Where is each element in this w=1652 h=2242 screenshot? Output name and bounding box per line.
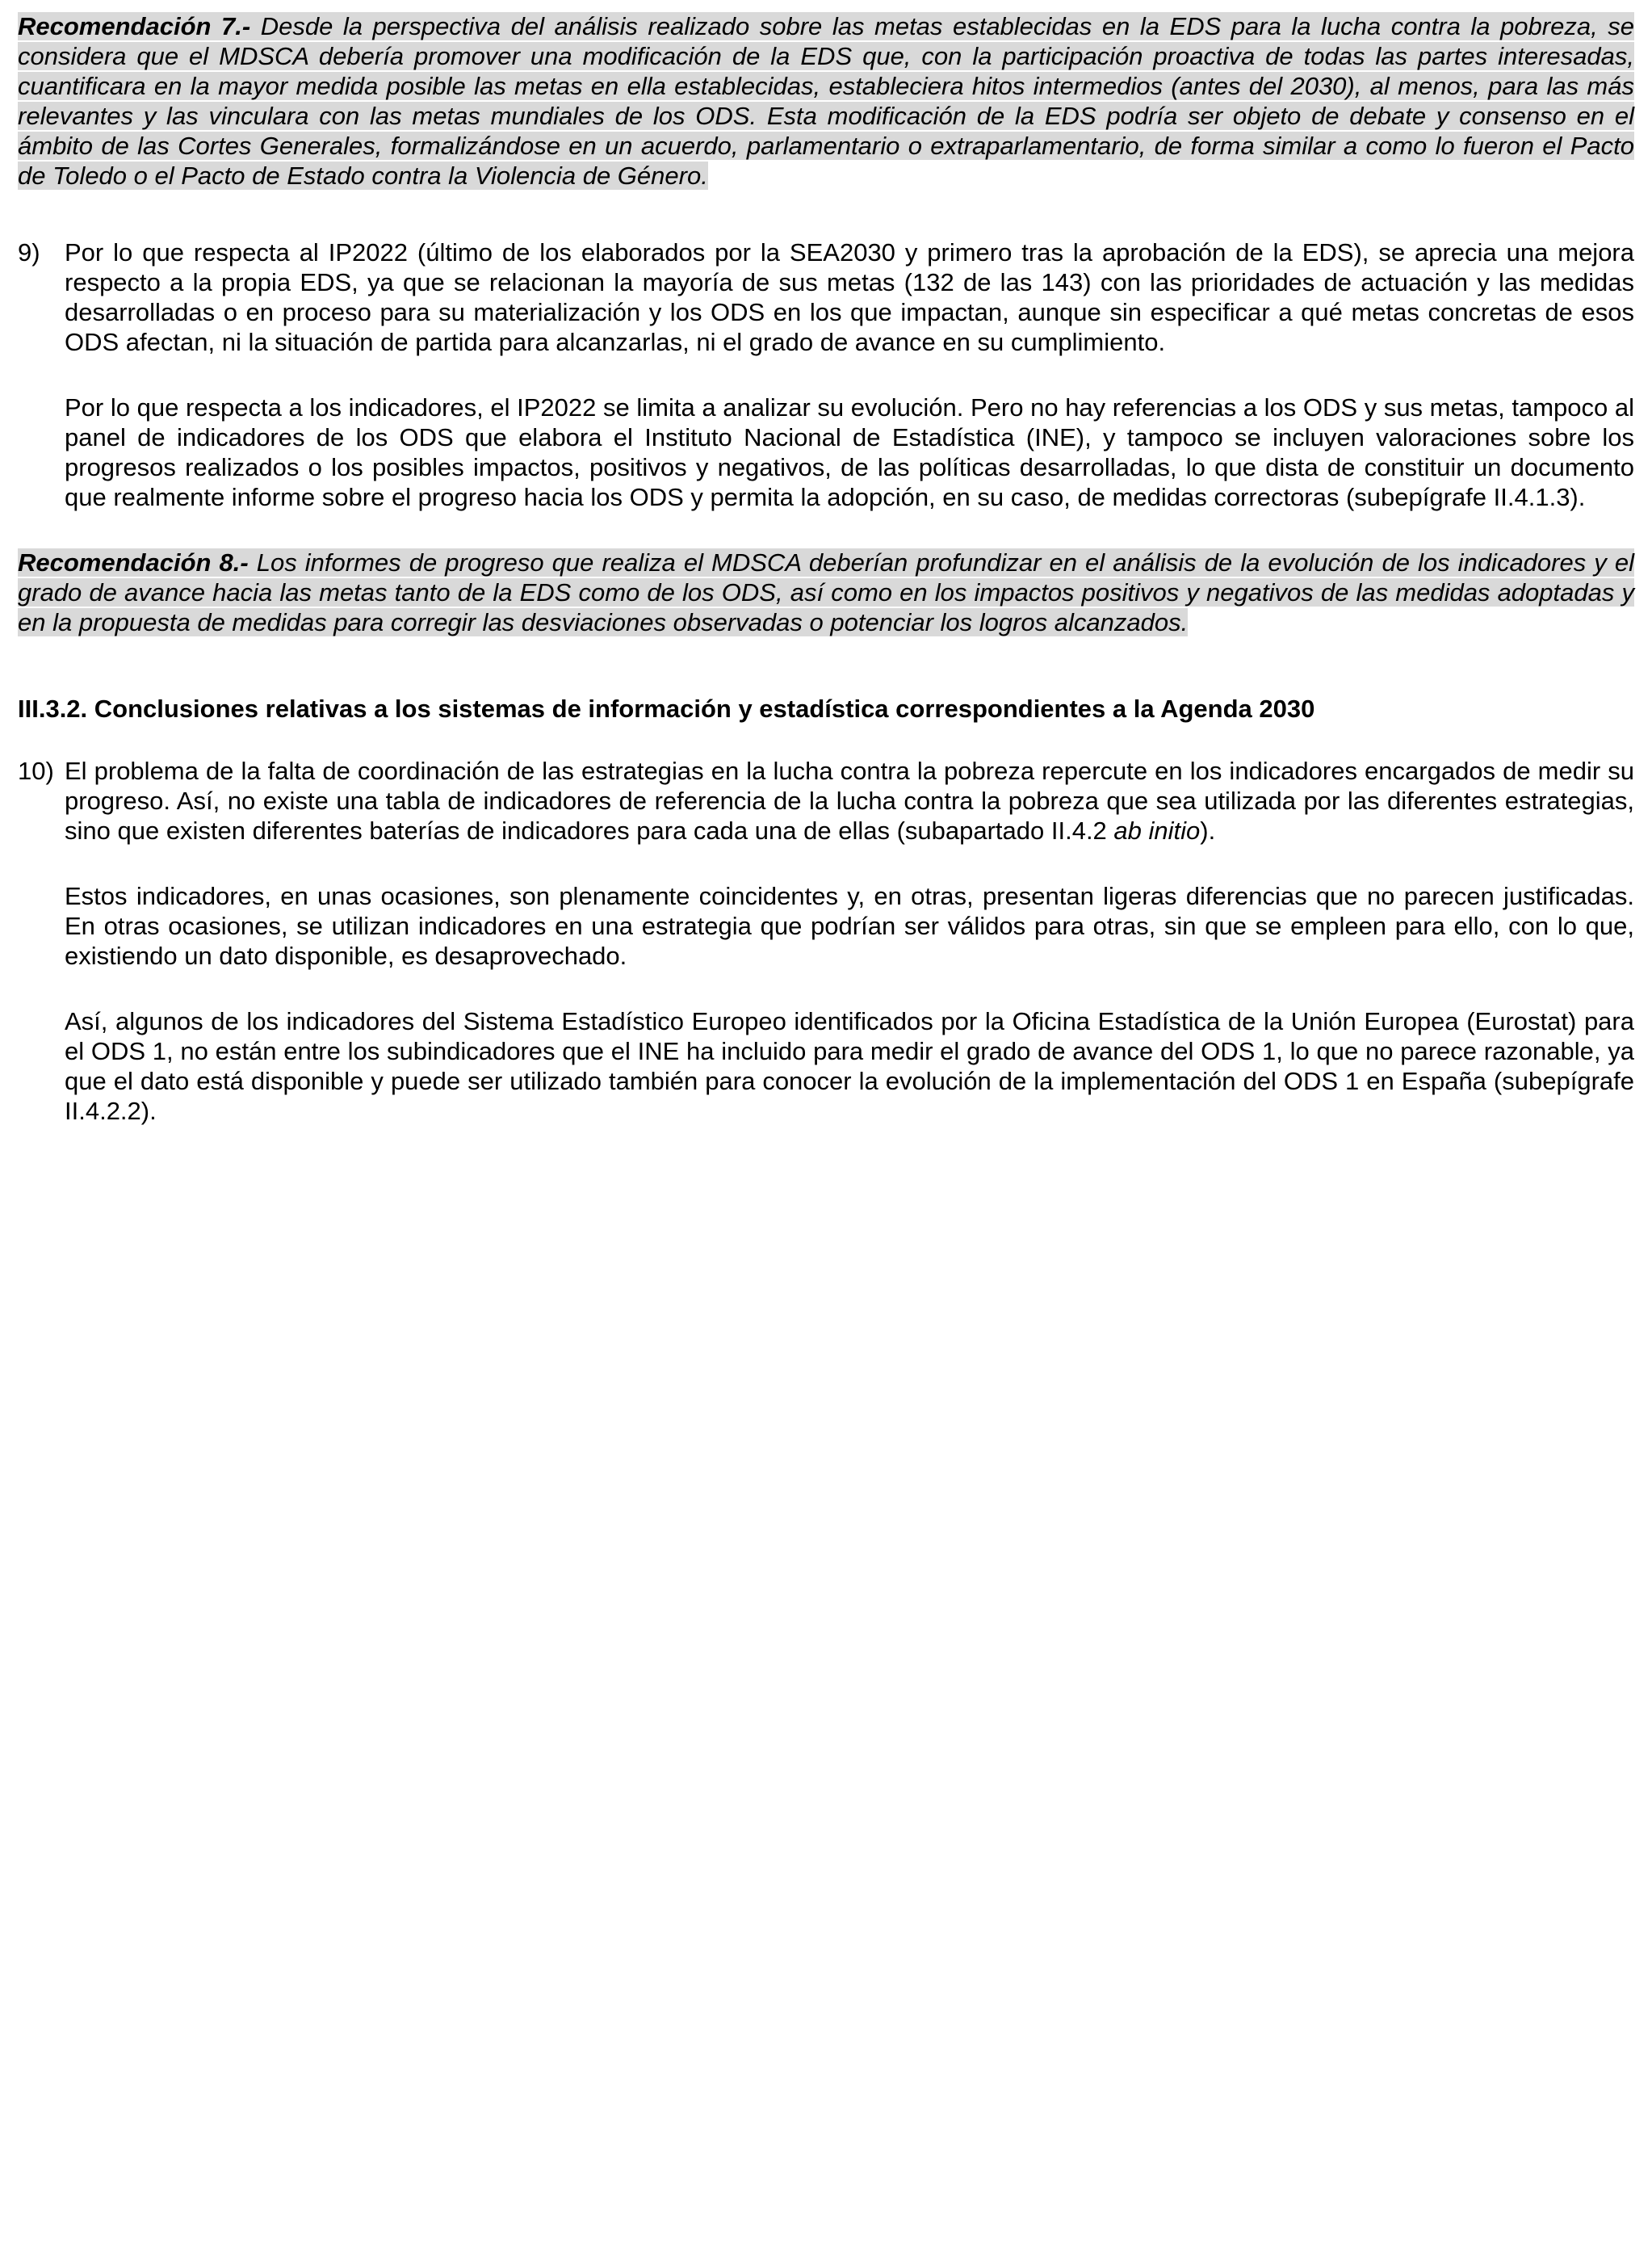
list-item-10-number: 10) xyxy=(18,757,54,785)
recommendation-8-highlight xyxy=(18,548,1634,636)
recommendation-7-body: Desde la perspectiva del análisis realizado sobre las metas establecidas en la EDS para la lucha contra la pobreza, se considera que el MDSCA debería promover una modificación de la EDS que, con la participación proactiva de todas las partes interesadas, cuantificara en la mayor medida posible las metas en ella establecidas, estableciera hitos intermedios (antes del 2030), al menos, para las más relevantes y las vinculara con las metas mundiales de los ODS. Esta modificación de la EDS podría ser objeto de debate y consenso en el ámbito de las Cortes Generales, formalizándose en un acuerdo, parlamentario o extraparlamentario, de forma similar a como lo fueron el Pacto de Toledo o el Pacto de Estado contra la Violencia de Género. xyxy=(18,12,1634,190)
list-item-10-paragraph-2: Estos indicadores, en unas ocasiones, son plenamente coincidentes y, en otras, presentan ligeras diferencias que no parecen justificadas. En otras ocasiones, se utilizan indicadores en una estrategia que podrían ser válidos para otras, sin que se empleen para ello, con lo que, existiendo un dato disponible, es desaprovechado. xyxy=(65,882,1634,970)
recommendation-8-body: Los informes de progreso que realiza el MDSCA deberían profundizar en el análisis de la evolución de los indicadores y el grado de avance hacia las metas tanto de la EDS como de los ODS, así como en los impactos positivos y negativos de las medidas adoptadas y en la propuesta de medidas para corregir las desviaciones observadas o potenciar los logros alcanzados. xyxy=(18,548,1634,636)
list-item-10-paragraph-3: Así, algunos de los indicadores del Sistema Estadístico Europeo identificados por la Oficina Estadística de la Unión Europea (Eurostat) para el ODS 1, no están entre los subindicadores que el INE ha incluido para medir el grado de avance del ODS 1, lo que no parece razonable, ya que el dato está disponible y puede ser utilizado también para conocer la evolución de la implementación del ODS 1 en España (subepígrafe II.4.2.2). xyxy=(65,1007,1634,1125)
recommendation-7-block xyxy=(18,11,1634,191)
list-item-10-paragraph-1-closing: ). xyxy=(1200,817,1216,845)
list-item-9-paragraph-1: Por lo que respecta al IP2022 (último de los elaborados por la SEA2030 y primero tras la aprobación de la EDS), se aprecia una mejora respecto a la propia EDS, ya que se relacionan la mayoría de sus metas (132 de las 143) con las prioridades de actuación y las medidas desarrolladas o en proceso para su materialización y los ODS en los que impactan, aunque sin especificar a qué metas concretas de esos ODS afectan, ni la situación de partida para alcanzarlas, ni el grado de avance en su cumplimiento. xyxy=(65,238,1634,356)
recommendation-7-highlight xyxy=(18,12,1634,190)
list-item-10-paragraph-1-latin-phrase: ab initio xyxy=(1113,817,1201,845)
recommendation-7-label: Recomendación 7.- xyxy=(18,12,261,40)
section-heading-iii-3-2: III.3.2. Conclusiones relativas a los sistemas de información y estadística correspondientes a la Agenda 2030 xyxy=(18,695,1315,723)
recommendation-8-block xyxy=(18,548,1634,637)
list-item-9-paragraph-2: Por lo que respecta a los indicadores, el IP2022 se limita a analizar su evolución. Pero no hay referencias a los ODS y sus metas, tampoco al panel de indicadores de los ODS que elabora el Instituto Nacional de Estadística (INE), y tampoco se incluyen valoraciones sobre los progresos realizados o los posibles impactos, positivos y negativos, de las políticas desarrolladas, lo que dista de constituir un documento que realmente informe sobre el progreso hacia los ODS y permita la adopción, en su caso, de medidas correctoras (subepígrafe II.4.1.3). xyxy=(65,393,1634,511)
list-item-10-paragraph-1 xyxy=(65,756,1634,846)
recommendation-8-label: Recomendación 8.- xyxy=(18,548,257,577)
list-item-9-number: 9) xyxy=(18,238,40,267)
list-item-10 xyxy=(18,756,1634,846)
list-item-10-paragraph-1-text: El problema de la falta de coordinación de las estrategias en la lucha contra la pobreza repercute en los indicadores encargados de medir su progreso. Así, no existe una tabla de indicadores de referencia de la lucha contra la pobreza que sea utilizada por las diferentes estrategias, sino que existen diferentes baterías de indicadores para cada una de ellas (subapartado II.4.2 xyxy=(65,757,1634,845)
list-item-9 xyxy=(18,237,1634,357)
